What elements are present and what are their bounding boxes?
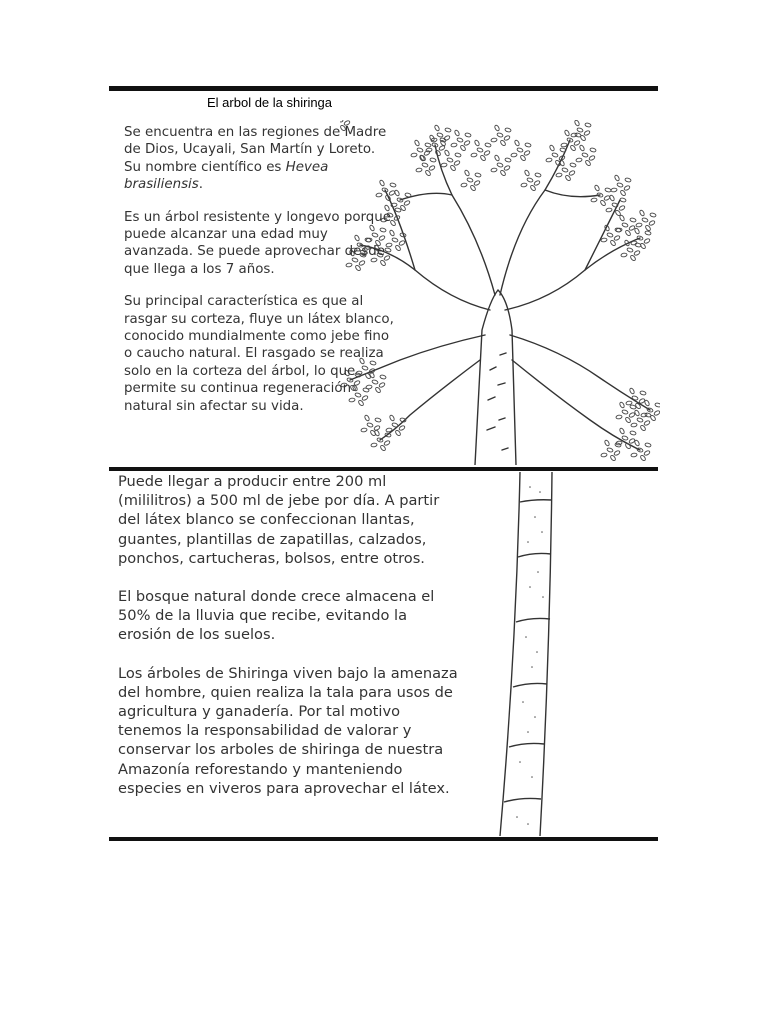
document-title: El arbol de la shiringa bbox=[207, 95, 333, 110]
top-rule bbox=[109, 86, 658, 91]
bottom-text-section bbox=[118, 472, 463, 798]
top-text-section bbox=[124, 124, 394, 415]
paragraph-forest: El bosque natural donde crece almacena el 50% de la lluvia que recibe, evitando la erosión de los suelos. bbox=[118, 588, 435, 644]
paragraph-conservation: Los árboles de Shiringa viven bajo la amenaza del hombre, quien realiza la tala para usos de agricultura y ganadería. Por tal motivo tenemos la responsabilidad de valorar y conservar los arboles de shiringa de nuestra Amazonía reforestando y manteniendo especies en viveros para aprovechar el látex. bbox=[118, 664, 458, 797]
tree-trunk-illustration-icon bbox=[490, 472, 560, 836]
paragraph-production: Puede llegar a producir entre 200 ml (mililitros) a 500 ml de jebe por día. A partir del látex blanco se confeccionan llantas, guantes, plantillas de zapatillas, calzados, ponchos, cartucheras, bolsos, entre otros. bbox=[118, 473, 440, 567]
paragraph-longevity: Es un árbol resistente y longevo porque puede alcanzar una edad muy avanzada. Se puede aprovechar desde que llega a los 7 años. bbox=[124, 209, 392, 277]
paragraph-location-end: . bbox=[198, 177, 204, 193]
bottom-rule bbox=[109, 837, 658, 841]
paragraph-location-text: Se encuentra en las regiones de Madre de Dios, Ucayali, San Martín y Loreto. Su nombre científico es bbox=[124, 125, 387, 175]
paragraph-latex: Su principal característica es que al rasgar su corteza, fluye un látex blanco, conocido mundialmente como jebe fino o caucho natural. El rasgado se realiza solo en la corteza del árbol, lo que permite su continua regeneración natural sin afectar su vida. bbox=[124, 294, 394, 414]
middle-rule bbox=[109, 467, 658, 471]
scientific-name: Hevea brasiliensis bbox=[124, 159, 329, 193]
paragraph-location bbox=[124, 124, 394, 194]
